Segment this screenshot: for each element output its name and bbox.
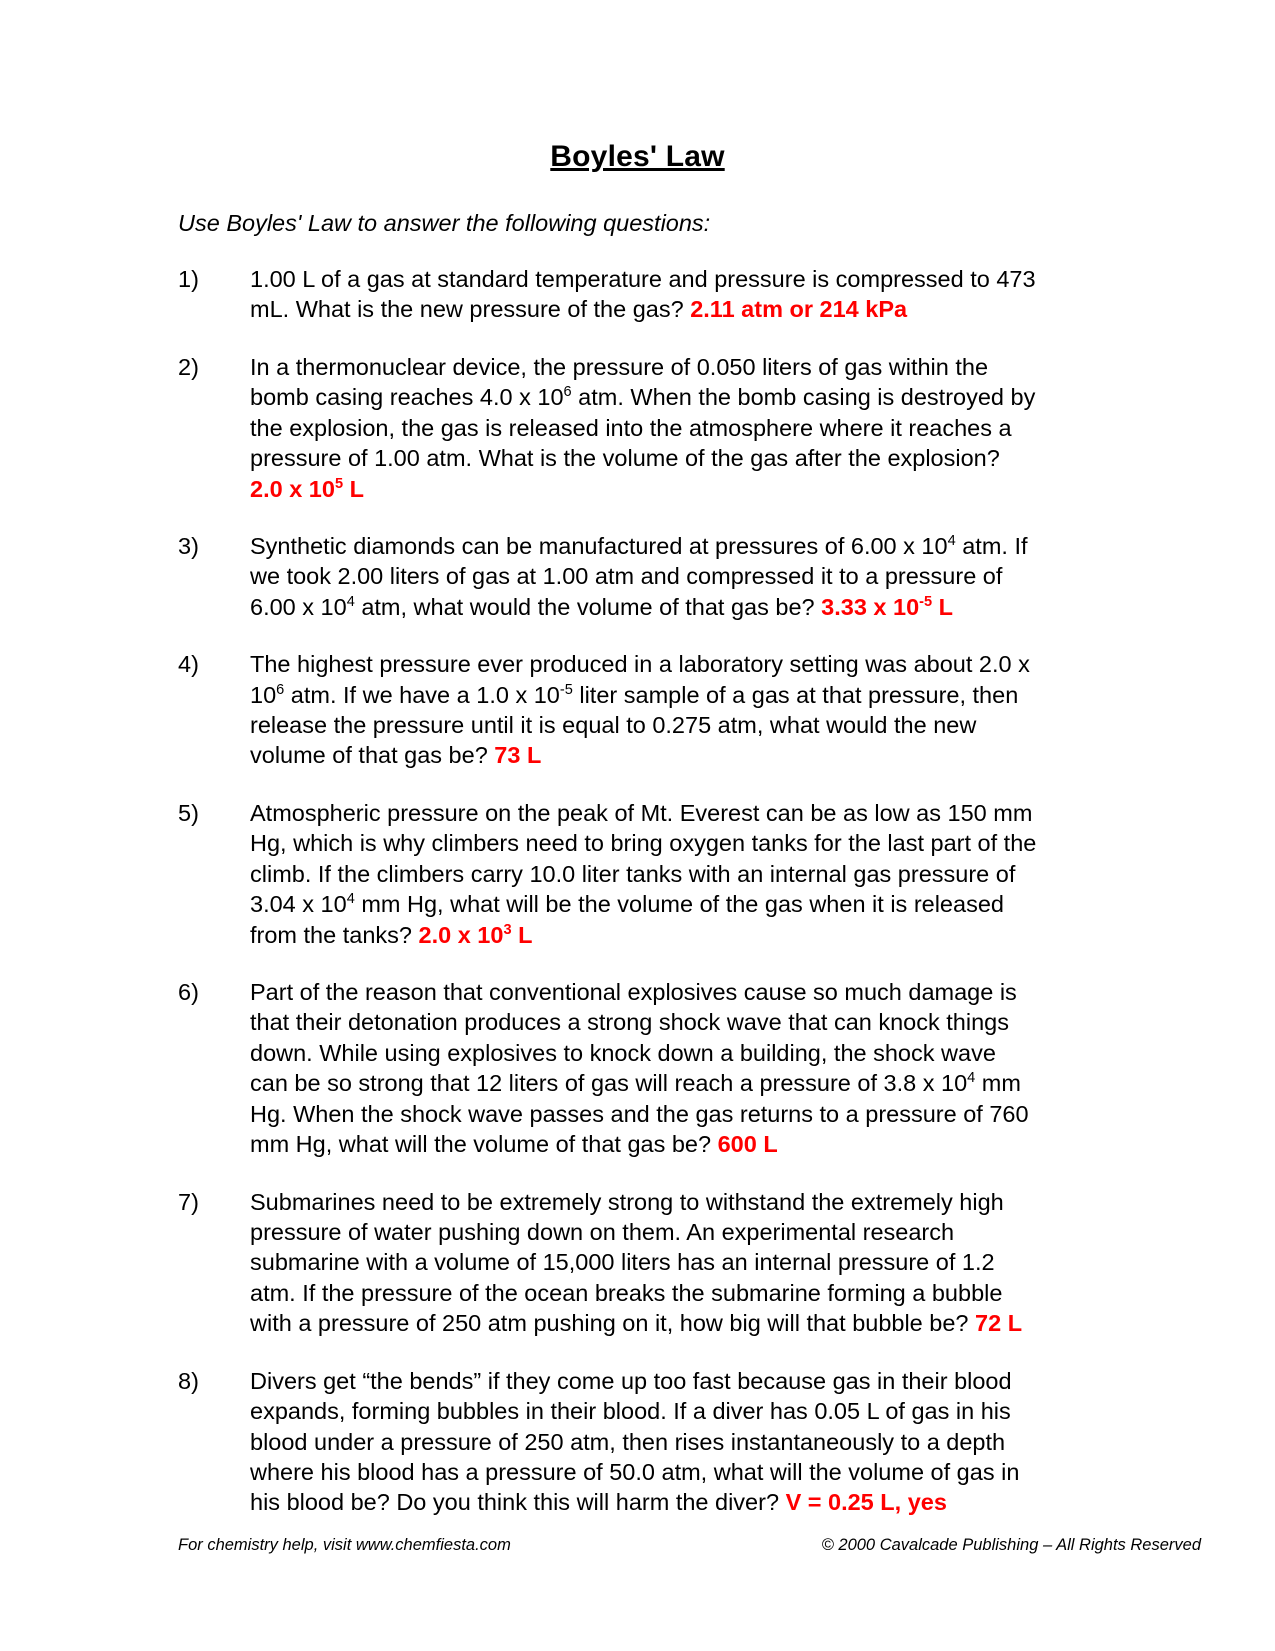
question-number: 7) [178,1188,199,1215]
exponent: 5 [334,475,344,492]
question-body: Atmospheric pressure on the peak of Mt. Everest can be as low as 150 mm Hg, which is why climbers need to bring oxygen tanks for the last part of the climb. If the climbers carry 10.0 liter tanks with an internal gas pressure of 3.04 x $10^4$ mm Hg, what will be the volume of the gas when it is released from the tanks? 2.0 x $10^3$ L [250,799,1037,948]
exponent: -5 [919,593,933,610]
instructions-text: Use Boyles' Law to answer the following questions: [178,210,711,236]
exponent: 6 [563,384,572,401]
question-item [0,352,1275,504]
exponent: 4 [346,891,355,908]
exponent: 6 [276,681,285,698]
answer-text: 2.0 x $10^3$ L [418,921,533,948]
question-item [0,798,1275,950]
answer-text: 2.0 x $10^5$ L [250,475,364,502]
question-item [0,531,1275,622]
exponent: 4 [346,593,355,610]
question-number: 8) [178,1367,199,1394]
page-title: Boyles' Law [550,140,725,173]
footer-copyright: © 2000 Cavalcade Publishing – All Rights Reserved [821,1536,1201,1554]
question-item [0,977,1275,1160]
question-item [0,1366,1275,1518]
page-footer [178,1536,1205,1555]
question-body: Synthetic diamonds can be manufactured at pressures of 6.00 x $10^4$ atm. If we took 2.00 liters of gas at 1.00 atm and compressed it to a pressure of 6.00 x $10^4$ atm, what would the volume of that gas be? 3.33 x $10^{-5}$ L [250,532,1028,620]
question-item [0,264,1275,325]
question-list [0,264,1275,1518]
question-item [0,649,1275,771]
exponent: 4 [967,1070,976,1087]
exponent: 3 [503,921,512,938]
exponent: -5 [559,681,573,698]
question-body: Part of the reason that conventional explosives cause so much damage is that their detonation produces a strong shock wave that can knock things down. While using explosives to knock down a building, the shock wave can be so strong that 12 liters of gas will reach a pressure of 3.8 x $10^4$ mm Hg. When the shock wave passes and the gas returns to a pressure of 760 mm Hg, what will the volume of that gas be? 600 L [250,979,1029,1158]
answer-text: 3.33 x $10^{-5}$ L [821,593,954,620]
answer-text: 72 L [975,1310,1023,1337]
question-body: In a thermonuclear device, the pressure of 0.050 liters of gas within the bomb casing reaches 4.0 x $10^6$ atm. When the bomb casing is destroyed by the explosion, the gas is released into the atmosphere where it reaches a pressure of 1.00 atm. What is the volume of the gas after the explosion? 2.0 x $10^5$ L [250,353,1036,502]
question-number: 1) [178,266,199,292]
question-number: 2) [178,353,199,380]
answer-text: 73 L [494,742,542,769]
answer-text: 600 L [717,1131,778,1158]
answer-text: V = 0.25 L, yes [785,1489,947,1516]
question-body: 1.00 L of a gas at standard temperature and pressure is compressed to 473 mL. What is the new pressure of the gas? 2.11 atm or 214 kPa [250,266,1036,323]
question-number: 4) [178,651,199,678]
question-body: Submarines need to be extremely strong to withstand the extremely high pressure of water pushing down on them. An experimental research submarine with a volume of 15,000 liters has an internal pressure of 1.2 atm. If the pressure of the ocean breaks the submarine forming a bubble with a pressure of 250 atm pushing on it, how big will that bubble be? 72 L [250,1188,1023,1337]
question-number: 5) [178,799,199,826]
question-body: Divers get “the bends” if they come up too fast because gas in their blood expands, forming bubbles in their blood. If a diver has 0.05 L of gas in his blood under a pressure of 250 atm, then rises instantaneously to a depth where his blood has a pressure of 50.0 atm, what will the volume of gas in his blood be? Do you think this will harm the diver? V = 0.25 L, yes [250,1367,1020,1516]
question-item [0,1187,1275,1339]
question-number: 6) [178,979,199,1006]
question-body: The highest pressure ever produced in a laboratory setting was about 2.0 x $10^6$ atm. If we have a 1.0 x $10^{-5}$ liter sample of a gas at that pressure, then release the pressure until it is equal to 0.275 atm, what would the new volume of that gas be? 73 L [250,651,1030,769]
question-number: 3) [178,532,199,559]
answer-text: 2.11 atm or 214 kPa [690,296,908,323]
footer-help-text: For chemistry help, visit www.chemfiesta.com [178,1536,511,1554]
exponent: 4 [947,533,956,550]
